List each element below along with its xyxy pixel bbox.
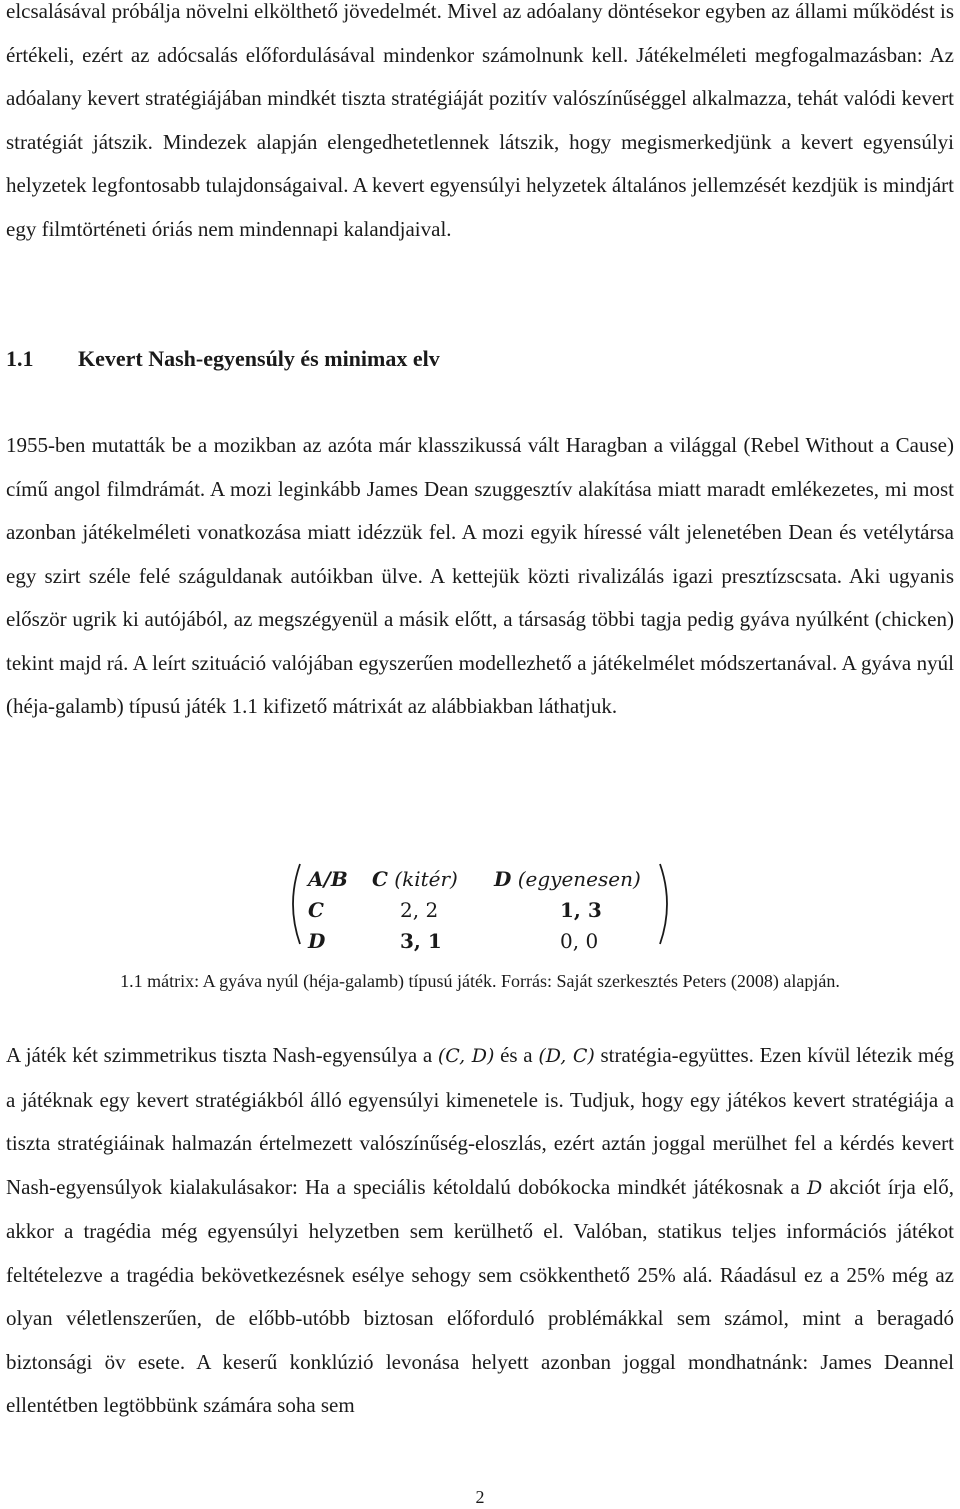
math-d: D — [806, 1176, 823, 1199]
payoff-matrix — [284, 862, 676, 952]
right-parenthesis — [658, 862, 676, 946]
paragraph-intro: elcsalásával próbálja növelni elkölthető jövedelmét. Mivel az adóalany döntésekor egyben az állami működést is értékeli, ezért az adócsalás előfordulásával mindenkor számolnunk kell. Játékelméleti megfogalmazásban: Az adóalany kevert stratégiájában mindkét tiszta stratégiáját pozitív valószínűséggel alkalmazza, tehát valódi kevert stratégiát játszik. Mindezek alapján elengedhetetlennek látszik, hogy megismerkedjünk a kevert egyensúlyi helyzetek legfontosabb tulajdonságaival. A kevert egyensúlyi helyzetek általános jellemzését kezdjük is mindjárt egy filmtörténeti óriás nem mindennapi kalandjaival. — [6, 0, 954, 241]
matrix-row-label: D — [308, 929, 326, 953]
section-title: Kevert Nash-egyensúly és minimax elv — [78, 346, 440, 371]
left-parenthesis — [284, 862, 302, 946]
math-dc: (D, C) — [538, 1045, 595, 1067]
matrix-col1-header: C (kitér) — [372, 867, 458, 891]
section-number: 1.1 — [6, 346, 34, 371]
matrix-cell: 2, 2 — [400, 898, 439, 922]
matrix-cell: 0, 0 — [560, 929, 599, 953]
matrix-corner-label: A/B — [308, 867, 348, 891]
matrix-cell: 3, 1 — [400, 929, 442, 953]
matrix-cell: 1, 3 — [560, 898, 602, 922]
page-number: 2 — [475, 1487, 485, 1507]
matrix-col2-header: D (egyenesen) — [494, 867, 641, 891]
math-cd: (C, D) — [437, 1045, 495, 1067]
paragraph-equilibrium: A játék két szimmetrikus tiszta Nash-egyensúlya a (C, D) és a (D, C) stratégia-együttes. Ezen kívül létezik még a játéknak egy kevert stratégiákból álló egyensúlyi kimenetele is. Tudjuk, hogy egy játékos kevert stratégiája a tiszta stratégiáinak halmazán értelmezett valószínűség-eloszlás, ezért aztán joggal merülhet fel a kérdés kevert Nash-egyensúlyok kialakulásakor: Ha a speciális kétoldalú dobókocka mindkét játékosnak a D akciót írja elő, akkor a tragédia még egyensúlyi helyzetben sem kerülhető el. Valóban, statikus teljes információs játékot feltételezve a tragédia bekövetkezésnek esélye sehogy sem csökkenthető 25% alá. Ráadásul ez a 25% még az olyan véletlenszerűen, de előbb-utóbb biztosan előforduló problémákkal sem számol, mint a beragadó biztonsági öv esete. A keserű konklúzió levonása helyett azonban joggal mondhatnánk: James Deannel ellentétben legtöbbünk számára soha sem — [6, 1043, 954, 1417]
section-heading — [6, 339, 954, 379]
paragraph-film: 1955-ben mutatták be a mozikban az azóta már klasszikussá vált Haragban a világgal (Rebel Without a Cause) című angol filmdrámát. A mozi leginkább James Dean szuggesztív alakítása miatt maradt emlékezetes, mi most azonban játékelméleti vonatkozása miatt idézzük fel. A mozi egyik híressé vált jelenetében Dean és vetélytársa egy szirt széle felé száguldanak autóikban ülve. A kettejük közti rivalizálás igazi presztízscsata. Aki ugyanis először ugrik ki autójából, az megszégyenül a másik előtt, a társaság többi tagja pedig gyáva nyúlként (chicken) tekint majd rá. A leírt szituáció valójában egyszerűen modellezhető a játékelmélet módszertanával. A gyáva nyúl (héja-galamb) típusú játék 1.1 kifizető mátrixát az alábbiakban láthatjuk. — [6, 433, 954, 718]
matrix-row-label: C — [308, 898, 324, 922]
matrix-caption: 1.1 mátrix: A gyáva nyúl (héja-galamb) típusú játék. Forrás: Saját szerkesztés Peters (2008) alapján. — [120, 971, 840, 991]
